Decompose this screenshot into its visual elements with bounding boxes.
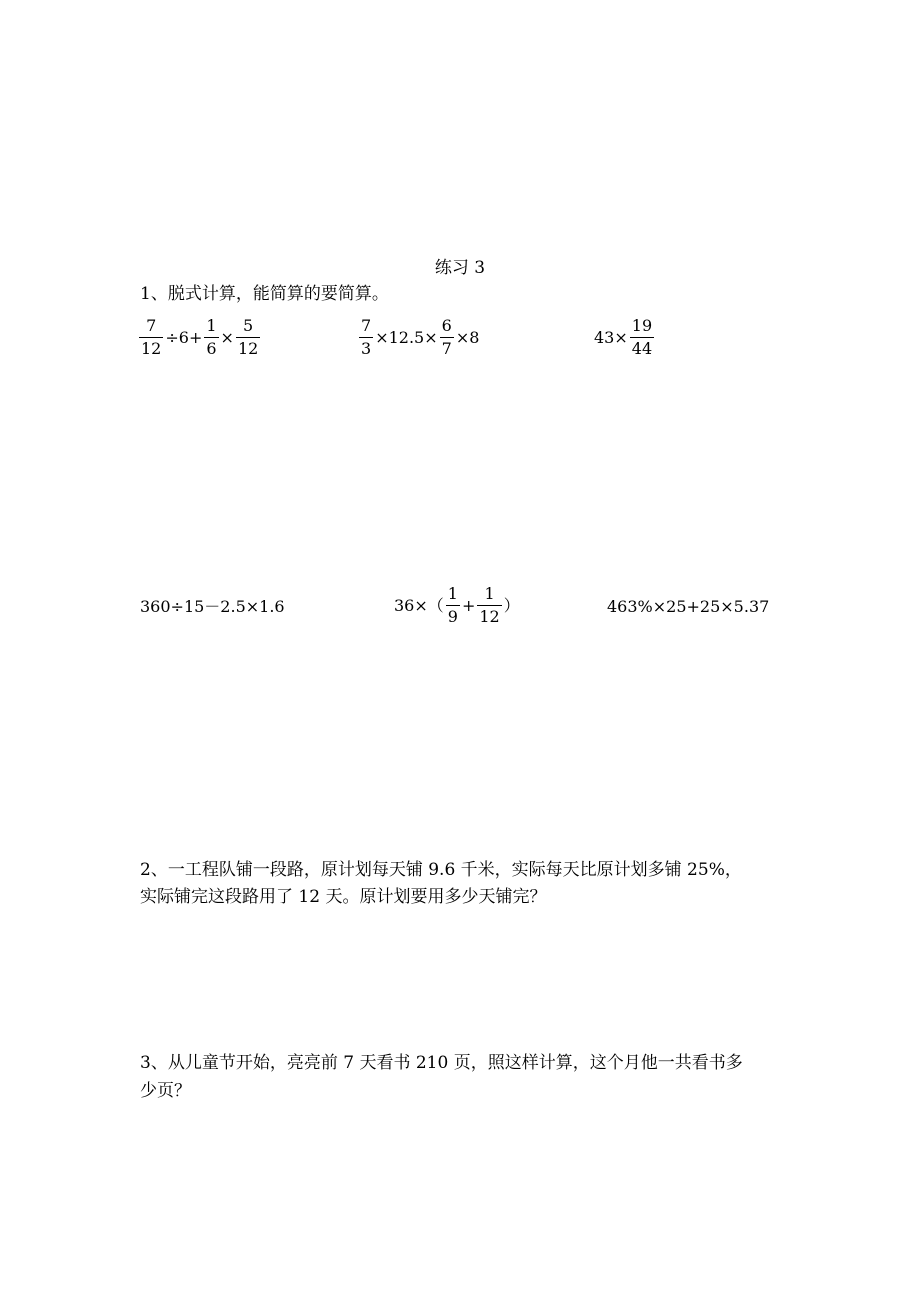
fraction: $\frac{1}{12}$ (479, 584, 500, 626)
fraction: $\frac{1}{6}$ (206, 316, 217, 358)
fraction: $\frac{5}{12}$ (237, 316, 259, 358)
expression-5: 36×（ $\frac{1}{9}$ + $\frac{1}{12}$ ） (394, 584, 520, 626)
fraction: $\frac{6}{7}$ (441, 316, 452, 358)
expression-1: $\frac{7}{12}$ ÷6+ $\frac{1}{6}$ × $\frac{5}{12}$ (141, 316, 259, 358)
expression-2: $\frac{7}{3}$ ×12.5× $\frac{6}{7}$ ×8 (361, 316, 480, 358)
expression-3: 43× $\frac{19}{44}$ (594, 316, 653, 358)
expression-4: 360÷15－2.5×1.6 (140, 597, 285, 616)
question-2-line-2: 实际铺完这段路用了 12 天。原计划要用多少天铺完？ (140, 887, 547, 907)
expression-6: 463%×25+25×5.37 (607, 597, 770, 616)
question-3-line-2: 少页？ (140, 1081, 191, 1101)
fraction: $\frac{19}{44}$ (631, 316, 653, 358)
question-2-line-1: 2、一工程队铺一段路，原计划每天铺 9.6 千米，实际每天比原计划多铺 25%， (140, 860, 742, 880)
question-1-prompt: 1、脱式计算，能简算的要简算。 (140, 284, 389, 304)
page-title: 练习 3 (434, 258, 486, 278)
fraction: $\frac{1}{9}$ (447, 584, 458, 626)
fraction: $\frac{7}{3}$ (361, 316, 372, 358)
fraction: $\frac{7}{12}$ (141, 316, 162, 358)
question-3-line-1: 3、从儿童节开始，亮亮前 7 天看书 210 页，照这样计算，这个月他一共看书多 (140, 1053, 743, 1073)
